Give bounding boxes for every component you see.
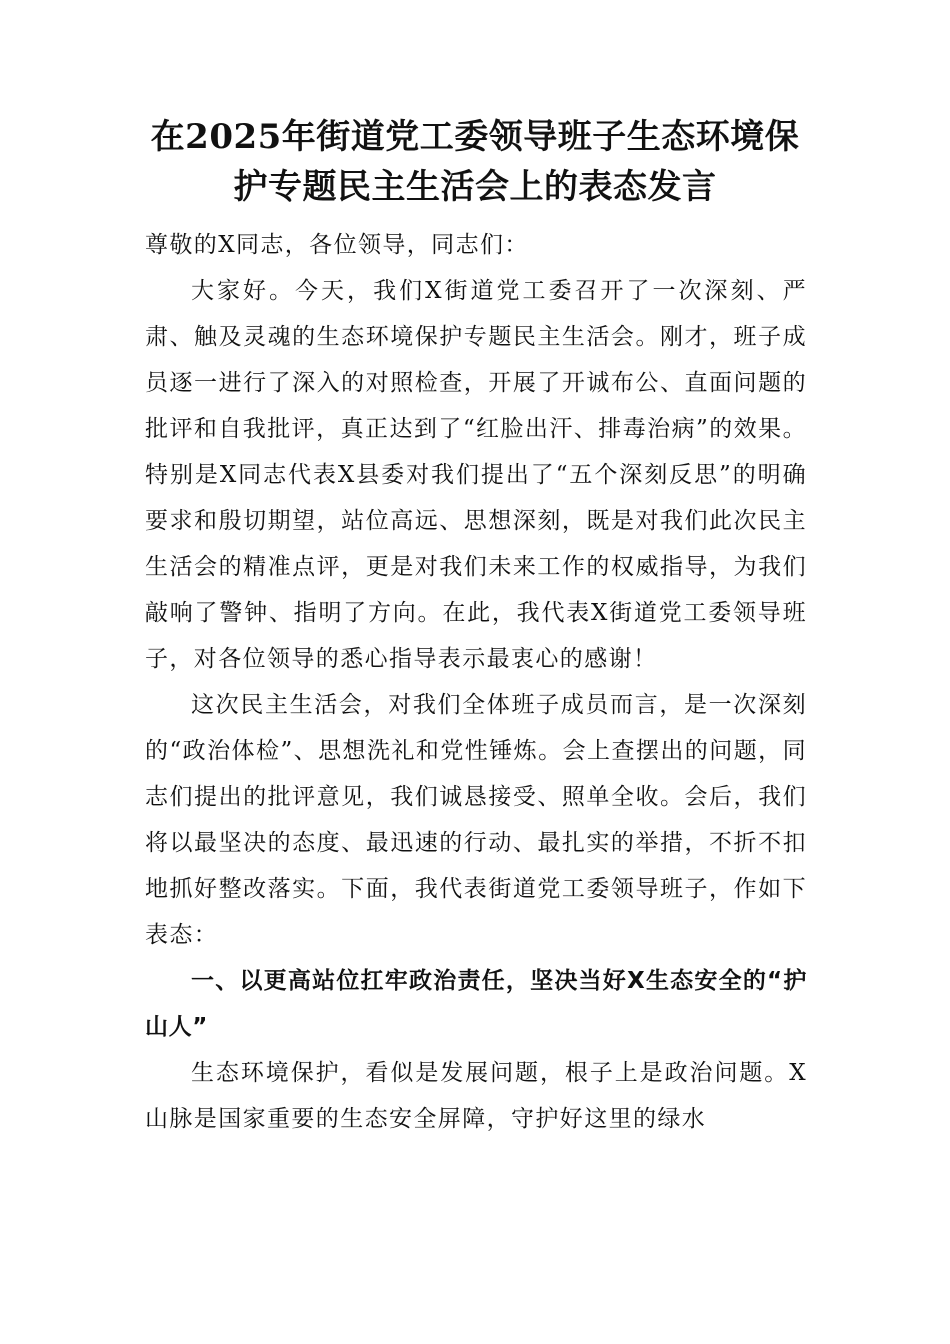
document-title-line-1: 在2025年街道党工委领导班子生态环境保 [150,117,800,157]
document-body [145,222,807,1142]
section-heading-1: 一、以更高站位扛牢政治责任，坚决当好X生态安全的“护山人” [145,968,807,1040]
section-1-paragraph: 生态环境保护，看似是发展问题，根子上是政治问题。X山脉是国家重要的生态安全屏障，守护好这里的绿水 [145,1060,807,1132]
paragraph-commitment: 这次民主生活会，对我们全体班子成员而言，是一次深刻的“政治体检”、思想洗礼和党性锤炼。会上查摆出的问题，同志们提出的批评意见，我们诚恳接受、照单全收。会后，我们将以最坚决的态度、最迅速的行动、最扎实的举措，不折不扣地抓好整改落实。下面，我代表街道党工委领导班子，作如下表态： [145,692,807,948]
paragraph-opening: 大家好。今天，我们X街道党工委召开了一次深刻、严肃、触及灵魂的生态环境保护专题民主生活会。刚才，班子成员逐一进行了深入的对照检查，开展了开诚布公、直面问题的批评和自我批评，真正达到了“红脸出汗、排毒治病”的效果。特别是X同志代表X县委对我们提出了“五个深刻反思”的明确要求和殷切期望，站位高远、思想深刻，既是对我们此次民主生活会的精准点评，更是对我们未来工作的权威指导，为我们敲响了警钟、指明了方向。在此，我代表X街道党工委领导班子，对各位领导的悉心指导表示最衷心的感谢！ [145,278,807,672]
document-title-line-2: 护专题民主生活会上的表态发言 [233,167,717,207]
salutation: 尊敬的X同志，各位领导，同志们： [145,232,529,258]
document-title [120,112,830,212]
